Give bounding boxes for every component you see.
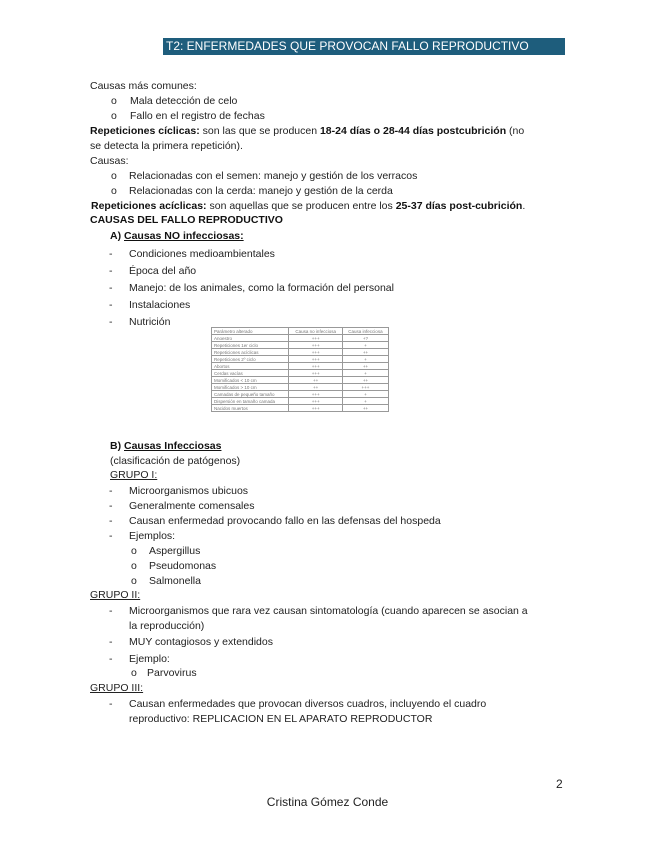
bullet: o [131,560,137,572]
table-cell: ++ [342,363,388,370]
list-item: Causan enfermedad provocando fallo en las defensas del hospeda [129,515,441,527]
table-cell: Repeticiones 1er ciclo [212,342,289,349]
footer-author: Cristina Gómez Conde [266,795,389,809]
table-cell: ++ [342,377,388,384]
text-line: Causas: [90,155,129,167]
dash: - [109,653,113,665]
dash: - [109,636,113,648]
list-item: Generalmente comensales [129,500,255,512]
table-row [212,349,389,356]
table-cell: +++ [289,370,342,377]
section-heading [90,213,283,227]
dash: - [109,265,113,277]
table-row [212,342,389,349]
table-cell: +++ [289,391,342,398]
list-item: Relacionadas con el semen: manejo y gestión de los verracos [129,170,418,182]
label: B) [110,440,124,452]
table-cell: +++ [289,405,342,412]
bold-text: Repeticiones cíclicas: [90,125,200,137]
text: (no [506,125,525,137]
dash: - [109,248,113,260]
list-item: Manejo: de los animales, como la formación del personal [129,282,394,294]
table-cell: Causa infecciosa [342,328,388,335]
list-item: Época del año [129,265,197,277]
text-line [90,124,524,138]
list-item: Instalaciones [129,299,191,311]
dash: - [109,299,113,311]
dash: - [109,500,113,512]
table-cell: Anoestro [212,335,289,342]
table-cell: ++ [342,405,388,412]
text: son las que se producen [199,125,320,137]
list-item: Ejemplos: [129,530,176,542]
table-row [212,335,389,342]
bullet: o [131,667,137,679]
list-item-cont: reproductivo: REPLICACION EN EL APARATO REPRODUCTOR [129,713,433,725]
table-row [212,391,389,398]
table-cell: Cerdas vacías [212,370,289,377]
table-row [212,363,389,370]
table-cell: ++ [289,377,342,384]
group-heading [90,588,140,602]
dash: - [109,282,113,294]
bullet: o [111,95,117,107]
table-cell: Repeticiones acíclicas [212,349,289,356]
table-row [212,398,389,405]
table-cell: +++ [289,363,342,370]
list-item-cont: la reproducción) [129,620,205,632]
bold-text: 18-24 días o 28-44 días postcubrición [319,125,507,137]
table-row [212,405,389,412]
table-cell: Causa no infecciosa [289,328,342,335]
list-item: Aspergillus [149,545,201,557]
list-item: Salmonella [149,575,201,587]
table-cell: + [342,391,388,398]
table-row [212,370,389,377]
dash: - [109,605,113,617]
table-cell: + [342,370,388,377]
table-cell: Repeticiones 2º ciclo [212,356,289,363]
text-line: (clasificación de patógenos) [110,455,241,467]
table-row [212,377,389,384]
bullet: o [111,110,117,122]
heading-text: CAUSAS DEL FALLO REPRODUCTIVO [90,214,283,226]
table-cell: Parámetro alterado [212,328,289,335]
list-item: Ejemplo: [129,653,170,665]
table-cell: +++ [289,398,342,405]
bold-text: Repeticiones acíclicas: [91,200,207,212]
group-heading [90,681,143,695]
table-cell: +++ [289,335,342,342]
text-line: se detecta la primera repetición). [90,140,243,152]
page-title: T2: ENFERMEDADES QUE PROVOCAN FALLO REPRODUCTIVO [163,38,565,55]
dash: - [109,530,113,542]
bullet: o [111,185,117,197]
subsection-heading [110,439,221,453]
table-cell: ++ [342,349,388,356]
list-item: MUY contagiosos y extendidos [129,636,273,648]
table-cell: Camadas de pequeño tamaño [212,391,289,398]
table-cell: +? [342,335,388,342]
heading-text: GRUPO III: [90,682,144,694]
table-cell: Momificados < 10 cm [212,377,289,384]
list-item: Microorganismos que rara vez causan sintomatología (cuando aparecen se asocian a [129,605,528,617]
dash: - [109,316,113,328]
table-cell: +++ [342,384,388,391]
causes-table [211,327,389,412]
table-row [212,384,389,391]
list-item: Causan enfermedades que provocan diversos cuadros, incluyendo el cuadro [129,698,487,710]
heading-text: GRUPO I: [110,469,158,481]
page-number: 2 [556,777,563,791]
list-item: Mala detección de celo [130,95,238,107]
heading-text: Causas NO infecciosas: [124,230,244,242]
bullet: o [131,575,137,587]
table-cell: Abortos [212,363,289,370]
bullet: o [111,170,117,182]
table-cell: +++ [289,349,342,356]
table-header-row [212,328,389,335]
label: A) [110,230,124,242]
group-heading [110,468,157,482]
text-line: Causas más comunes: [90,80,197,92]
dash: - [109,485,113,497]
subsection-heading [110,229,244,243]
table-cell: Nacidos muertos [212,405,289,412]
table-cell: +++ [289,342,342,349]
table-row [212,356,389,363]
heading-text: Causas Infecciosas [124,440,222,452]
bullet: o [131,545,137,557]
table-cell: + [342,398,388,405]
list-item: Nutrición [129,316,171,328]
table-cell: + [342,356,388,363]
list-item: Parvovirus [147,667,197,679]
text: son aquellas que se producen entre los [206,200,396,212]
list-item: Relacionadas con la cerda: manejo y gestión de la cerda [129,185,393,197]
list-item: Fallo en el registro de fechas [130,110,265,122]
list-item: Condiciones medioambientales [129,248,275,260]
table-cell: + [342,342,388,349]
list-item: Pseudomonas [149,560,217,572]
list-item: Microorganismos ubicuos [129,485,249,497]
heading-text: GRUPO II: [90,589,141,601]
dash: - [109,515,113,527]
table-cell: +++ [289,356,342,363]
text-line: Repeticiones acíclicas: son aquellas que se producen entre los 25-37 días post-cubrición. [91,200,526,212]
bold-text: 25-37 días post-cubrición [395,200,523,212]
table-cell: Momificados > 10 cm [212,384,289,391]
table-cell: ++ [289,384,342,391]
dash: - [109,698,113,710]
table-cell: Dispersión en tamaño camada [212,398,289,405]
